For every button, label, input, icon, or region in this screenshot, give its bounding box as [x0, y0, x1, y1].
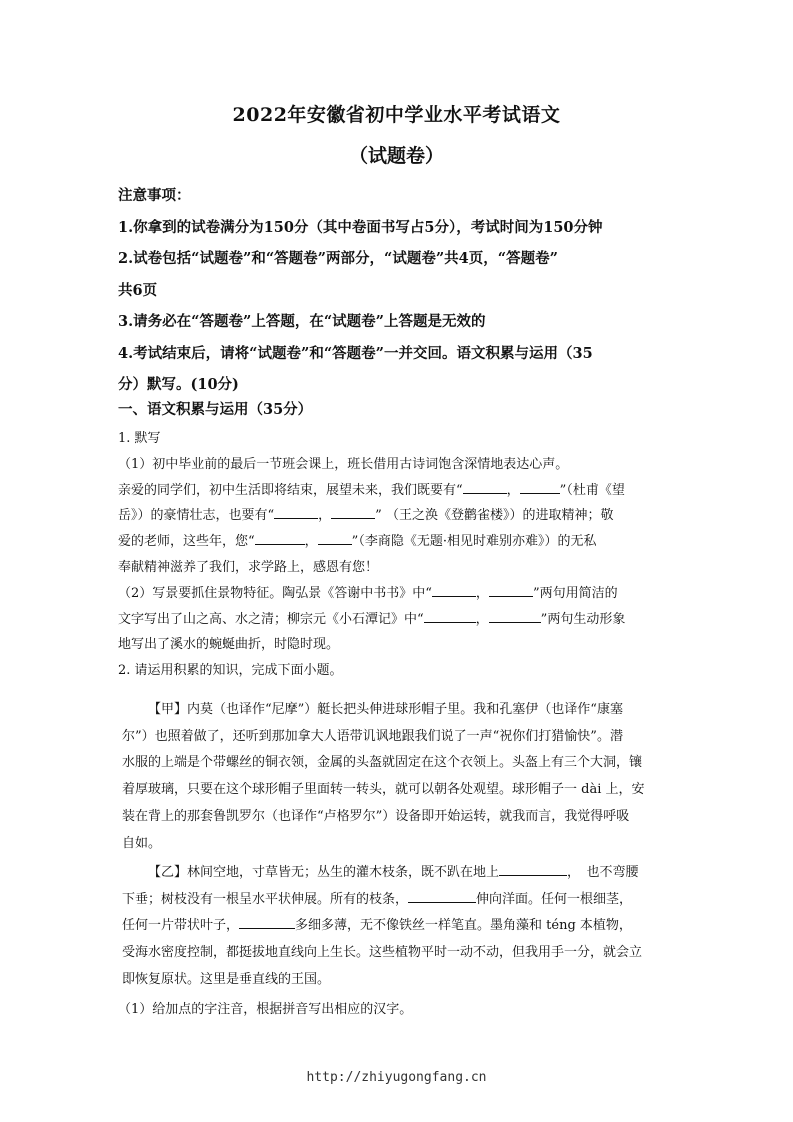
passage-line: 即恢复原状。这里是垂直线的王国。 [122, 971, 331, 987]
answer-blank[interactable] [255, 530, 305, 545]
passage-line: 【乙】林间空地，寸草皆无；丛生的灌木枝条，既不趴在地上 ， 也不弯腰 [122, 860, 684, 887]
page-subtitle: （试题卷） [348, 145, 444, 167]
notes-heading: 注意事项： [118, 187, 191, 204]
answer-blank[interactable] [318, 530, 352, 545]
notes-line: 4.考试结束后，请将“试题卷”和“答题卷”一并交回。语文积累与运用（35 [118, 344, 593, 362]
question-text: （1）初中毕业前的最后一节班会课上，班长借用古诗词饱含深情地表达心声。 [118, 456, 569, 472]
question-1 [118, 426, 683, 684]
answer-blank[interactable] [499, 861, 567, 876]
question-2-sub1 [118, 997, 683, 1023]
passage-line: 着厚玻璃，只要在这个球形帽子里面转一转头，就可以朝各处观望。球形帽子一 dài 上，安 [122, 782, 645, 798]
notes-line: 2.试卷包括“试题卷”和“答题卷”两部分，“试题卷”共4页，“答题卷” [118, 250, 558, 267]
notes-line: 共6页 [118, 281, 158, 299]
page-title: 2022年安徽省初中学业水平考试语文 [232, 104, 561, 126]
question-text: 文字写出了山之高、水之清；柳宗元《小石潭记》中“ ， ”两句生动形象 [118, 607, 683, 633]
passage-line: 受海水密度控制，都挺拔地直线向上生长。这些植物平时一动不动，但我用手一分，就会立 [122, 945, 643, 961]
question-text: （2）写景要抓住景物特征。陶弘景《答谢中书书》中“ ， ”两句用简洁的 [118, 581, 683, 607]
answer-blank[interactable] [463, 479, 507, 494]
question-text: 亲爱的同学们，初中生活即将结束，展望未来，我们既要有“ ， ”（杜甫《望 [118, 478, 683, 504]
question-text: （1）给加点的字注音，根据拼音写出相应的汉字。 [118, 1002, 413, 1017]
answer-blank[interactable] [274, 504, 318, 519]
question-text: 地写出了溪水的蜿蜒曲折，时隐时现。 [118, 637, 340, 653]
notes-line: 3.请务必在“答题卷”上答题，在“试题卷”上答题是无效的 [118, 313, 486, 330]
passage-line: 【甲】内莫（也译作“尼摩”）艇长把头伸进球形帽子里。我和孔塞伊（也译作“康塞 [148, 702, 623, 717]
passage-line: 任何一片带状叶子， 多细多薄，无不像铁丝一样笔直。墨角藻和 téng 本植物， [122, 913, 684, 940]
passage-line: 自如。 [122, 835, 162, 851]
question-text: 奉献精神滋养了我们，求学路上，感恩有您！ [118, 559, 379, 575]
answer-blank[interactable] [408, 888, 476, 903]
notes-line: 1.你拿到的试卷满分为150分（其中卷面书写占5分），考试时间为150分钟 [118, 218, 603, 236]
question-label: 2. 请运用积累的知识，完成下面小题。 [118, 663, 343, 679]
answer-blank[interactable] [520, 479, 560, 494]
question-text: 爱的老师，这些年，您“ ， ”（李商隐《无题·相见时难别亦难》）的无私 [118, 529, 683, 555]
question-text: 岳》）的豪情壮志，也要有“ ， ” （王之涣《登鹳雀楼》）的进取精神；敬 [118, 503, 683, 529]
answer-blank[interactable] [331, 504, 375, 519]
footer-url: http://zhiyugongfang.cn [306, 1070, 487, 1085]
question-label: 1. 默写 [118, 431, 161, 446]
answer-blank[interactable] [239, 914, 295, 929]
passage-jia [122, 697, 684, 857]
section-heading: 一、语文积累与运用（35分） [118, 401, 313, 418]
passage-yi [122, 860, 684, 994]
passage-line: 装在背上的那套鲁凯罗尔（也译作“卢格罗尔”）设备即开始运转，就我而言，我觉得呼吸 [122, 808, 630, 824]
answer-blank[interactable] [489, 582, 533, 597]
answer-blank[interactable] [424, 608, 476, 623]
answer-blank[interactable] [432, 582, 476, 597]
notes-section [118, 180, 680, 401]
notes-line: 分）默写。(10分) [118, 376, 239, 393]
passage-line: 水服的上端是个带螺丝的铜衣领，金属的头盔就固定在这个衣领上。头盔上有三个大洞，镶 [122, 755, 643, 771]
passage-line: 下垂；树枝没有一根呈水平状伸展。所有的枝条， 伸向洋面。任何一根细茎， [122, 887, 684, 914]
passage-line: 尔”）也照着做了，还听到那加拿大人语带讥讽地跟我们说了一声“祝你们打猎愉快”。潜 [122, 728, 623, 744]
answer-blank[interactable] [489, 608, 541, 623]
